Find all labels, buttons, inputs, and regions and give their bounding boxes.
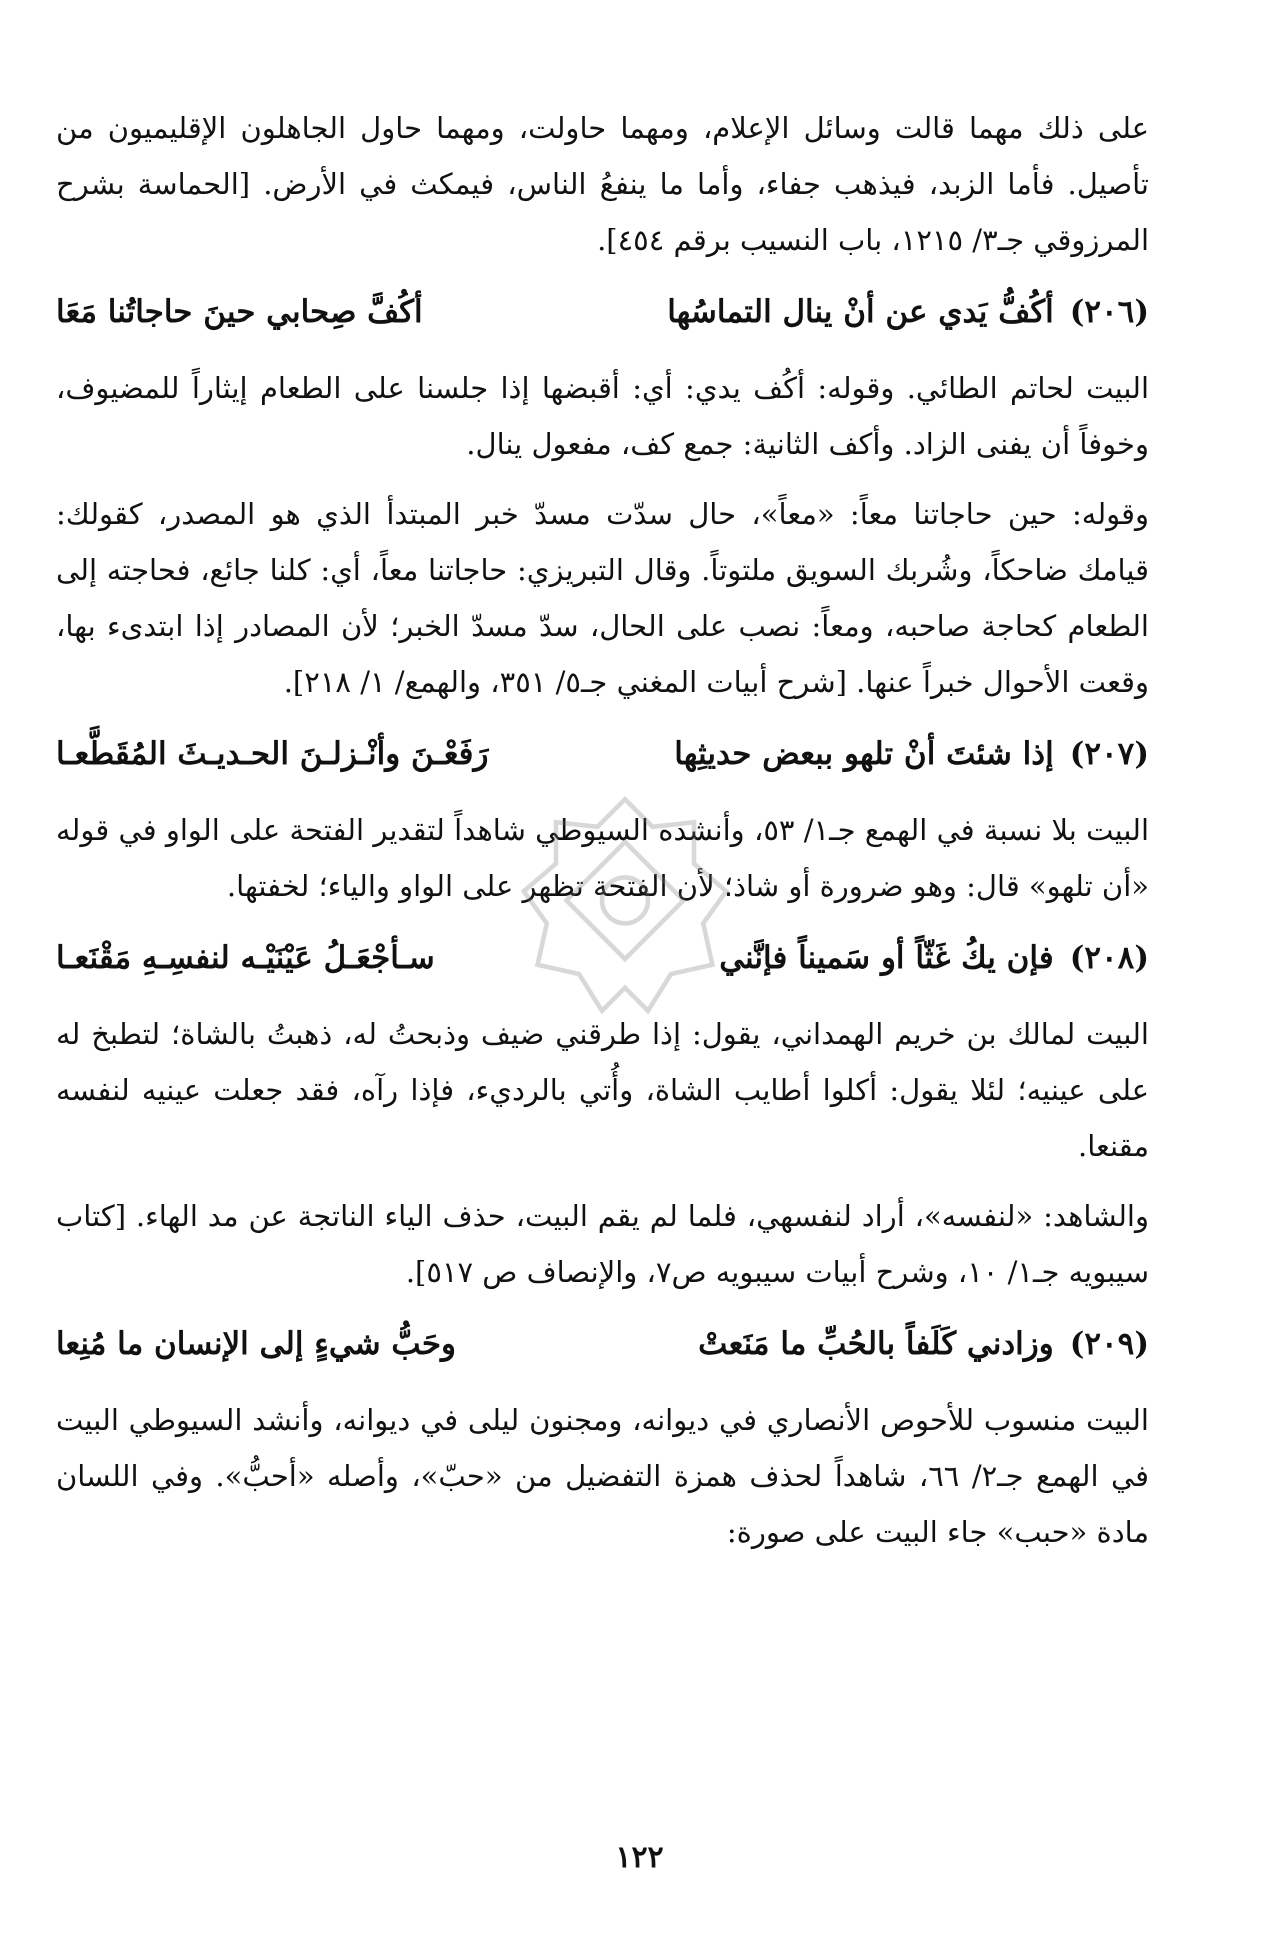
paragraph-commentary: البيت منسوب للأحوص الأنصاري في ديوانه، ومجنون ليلى في ديوانه، وأنشد السيوطي البيت في الهمع جـ٢/ ٦٦، شاهداً لحذف همزة التفضيل من «حبّ»، وأصله «أحبُّ». وفي اللسان مادة «حبب» جاء البيت على صورة: bbox=[56, 1403, 1149, 1549]
verse-number: (٢٠٩) bbox=[1069, 1326, 1149, 1362]
paragraph-intro: على ذلك مهما قالت وسائل الإعلام، ومهما حاولت، ومهما حاول الجاهلون الإقليميون من تأصيل. فأما الزبد، فيذهب جفاء، وأما ما ينفعُ الناس، فيمكث في الأرض. [الحماسة بشرح المرزوقي جـ٣/ ١٢١٥، باب النسيب برقم ٤٥٤]. bbox=[56, 111, 1149, 257]
paragraph-commentary: البيت لحاتم الطائي. وقوله: أكُف يدي: أي: أقبضها إذا جلسنا على الطعام إيثاراً للمضيوف، وخوفاً أن يفنى الزاد. وأكف الثانية: جمع كف، مفعول ينال. bbox=[56, 371, 1149, 461]
verse-first-hemistich: أكُفُّ يَدي عن أنْ ينال التماسُها bbox=[667, 294, 1054, 330]
verse-first-hemistich: فإن يكُ غَثّاً أو سَميناً فإنَّني bbox=[719, 940, 1054, 976]
verse-number: (٢٠٧) bbox=[1069, 736, 1149, 772]
verse-second-hemistich: سـأجْعَـلُ عَيْنَيْـه لنفسِـهِ مَقْنَعـا bbox=[56, 940, 435, 976]
verse-second-hemistich: وحَبُّ شيءٍ إلى الإنسان ما مُنِعا bbox=[55, 1326, 457, 1362]
paragraph-commentary: البيت لمالك بن خريم الهمداني، يقول: إذا طرقني ضيف وذبحتُ له، ذهبتُ بالشاة؛ لتطبخ له على عينيه؛ لئلا يقول: أكلوا أطايب الشاة، وأُتي بالرديء، فإذا رآه، فقد جعلت عينيه لنفسه مقنعا. bbox=[56, 1017, 1149, 1163]
paragraph-commentary: البيت بلا نسبة في الهمع جـ١/ ٥٣، وأنشده السيوطي شاهداً لتقدير الفتحة على الواو في قوله «أن تلهو» قال: وهو ضرورة أو شاذ؛ لأن الفتحة تظهر على الواو والياء؛ لخفتها. bbox=[56, 813, 1150, 903]
verse-first-hemistich: وزادني كَلَفاً بالحُبِّ ما مَنَعتْ bbox=[698, 1326, 1054, 1362]
paragraph-commentary: وقوله: حين حاجاتنا معاً: «معاً»، حال سدّت مسدّ خبر المبتدأ الذي هو المصدر، كقولك: قيامك ضاحكاً، وشُربك السويق ملتوتاً. وقال التبريزي: حاجاتنا معاً، أي: كلنا جائع، فحاجته إلى الطعام كحاجة صاحبه، ومعاً: نصب على الحال، سدّ مسدّ الخبر؛ لأن المصادر إذا ابتدىء بها، وقعت الأحوال خبراً عنها. [شرح أبيات المغني جـ٥/ ٣٥١، والهمع/ ١/ ٢١٨]. bbox=[56, 497, 1150, 699]
verse-second-hemistich: رَفَعْـنَ وأنْـزلـنَ الحـديـثَ المُقَطَّعـا bbox=[56, 736, 489, 772]
verse-number: (٢٠٨) bbox=[1069, 940, 1149, 976]
verse-first-hemistich: إذا شئتَ أنْ تلهو ببعض حديثِها bbox=[674, 736, 1054, 772]
verse-208 bbox=[56, 928, 1149, 988]
page-number: ١٢٢ bbox=[615, 1840, 664, 1875]
verse-second-hemistich: أكُفَّ صِحابي حينَ حاجاتُنا مَعَا bbox=[56, 294, 423, 330]
verse-209 bbox=[56, 1314, 1149, 1374]
verse-206 bbox=[56, 282, 1149, 342]
paragraph-commentary: والشاهد: «لنفسه»، أراد لنفسهي، فلما لم يقم البيت، حذف الياء الناتجة عن مد الهاء. [كتاب سيبويه جـ١/ ١٠، وشرح أبيات سيبويه ص٧، والإنصاف ص ٥١٧]. bbox=[56, 1199, 1149, 1289]
verse-number: (٢٠٦) bbox=[1069, 294, 1149, 330]
verse-207 bbox=[56, 724, 1149, 784]
